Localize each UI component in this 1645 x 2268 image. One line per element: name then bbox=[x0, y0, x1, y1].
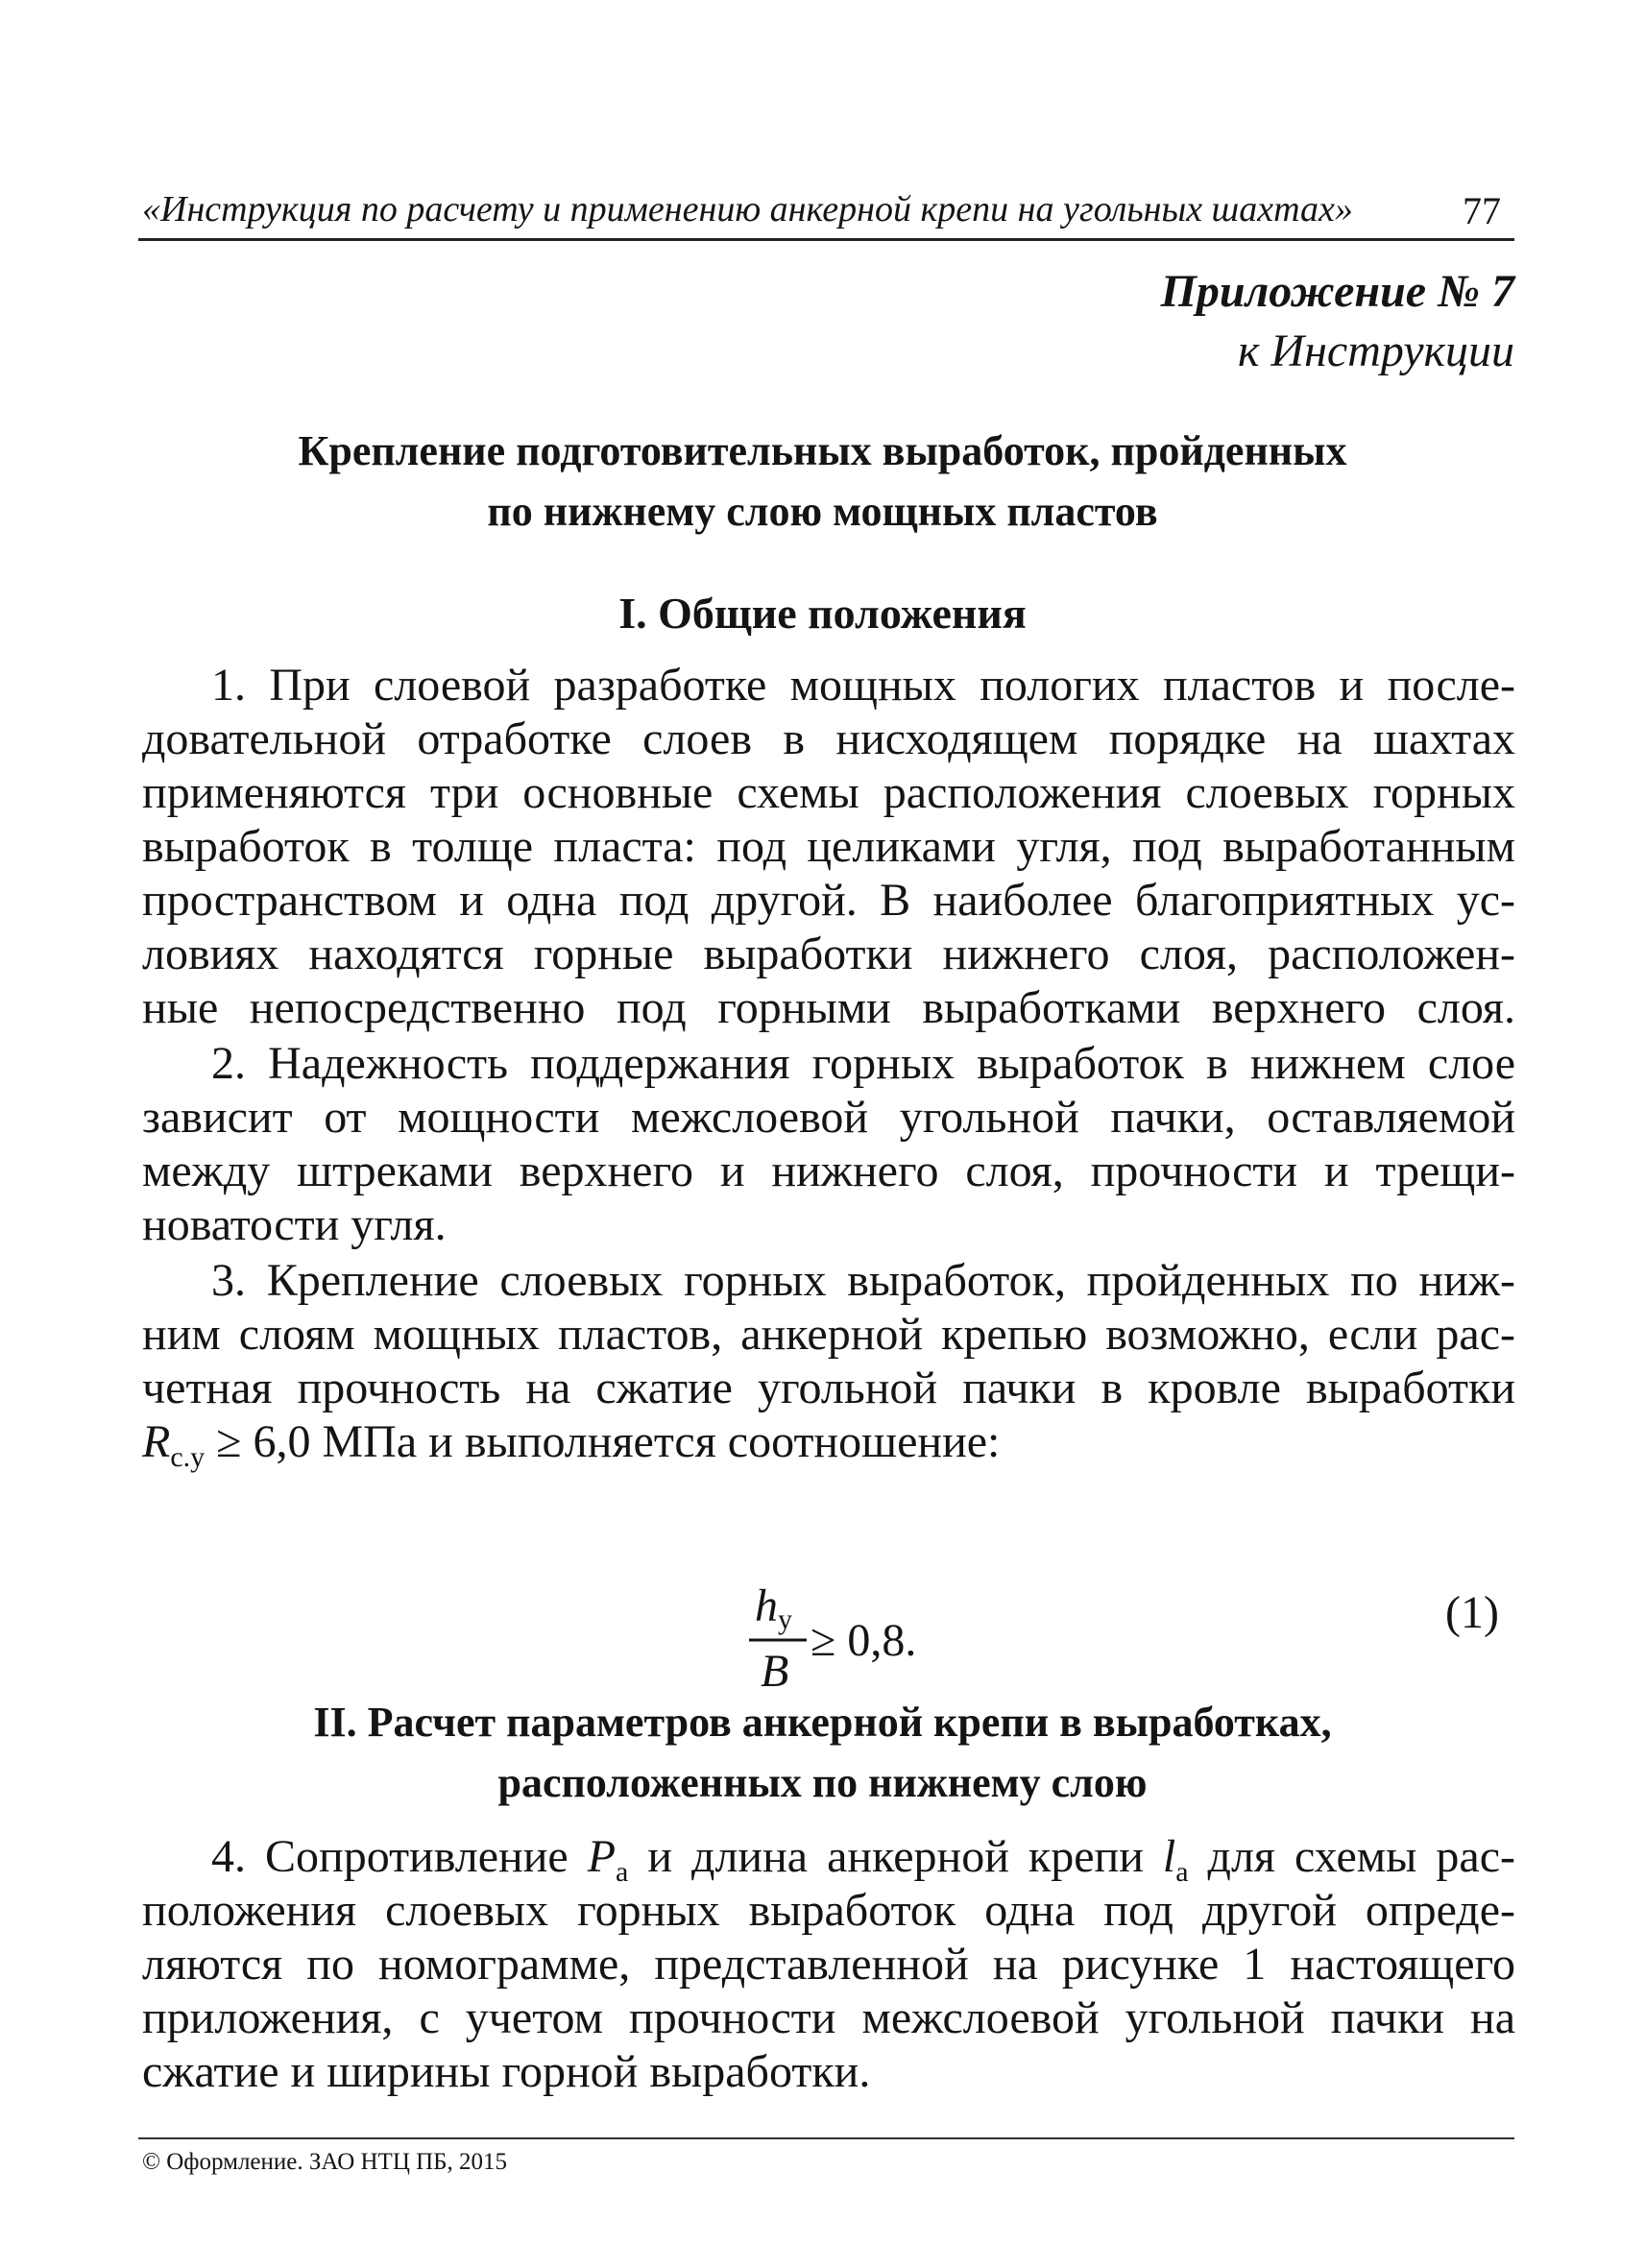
footer-copyright: © Оформление. ЗАО НТЦ ПБ, 2015 bbox=[142, 2149, 508, 2175]
paragraph-1-line: применяются три основные схемы расположения слоевых горных bbox=[142, 767, 1515, 818]
formula-numerator-subscript: у bbox=[778, 1604, 792, 1635]
document-title-line-2: по нижнему слою мощных пластов bbox=[487, 488, 1158, 535]
paragraph-4-text: для схемы рас- bbox=[1188, 1831, 1516, 1882]
paragraph-3-line: четная прочность на сжатие угольной пачки в кровле выработки bbox=[142, 1363, 1515, 1413]
paragraph-4-first-line bbox=[211, 1830, 1516, 1888]
paragraph-2-line: 2. Надежность поддержания горных выработок в нижнем слое bbox=[211, 1038, 1515, 1089]
paragraph-4-text: и длина анкерной крепи bbox=[628, 1831, 1163, 1882]
header-rule bbox=[138, 238, 1514, 241]
strength-subscript: с.у bbox=[170, 1441, 206, 1473]
paragraph-1-line: пространством и одна под другой. В наиболее благоприятных ус- bbox=[142, 875, 1515, 926]
paragraph-2-line: новатости угля. bbox=[142, 1199, 447, 1250]
paragraph-4-text: 4. Сопротивление bbox=[211, 1831, 588, 1882]
formula-1 bbox=[749, 1573, 1037, 1707]
paragraph-1-line: выработок в толще пласта: под целиками угля, под выработанным bbox=[142, 821, 1515, 872]
length-symbol: l bbox=[1162, 1831, 1176, 1882]
appendix-label: Приложение № 7 bbox=[1160, 266, 1514, 317]
running-header-title: «Инструкция по расчету и применению анкерной крепи на угольных шахтах» bbox=[142, 189, 1353, 229]
document-title-line-1: Крепление подготовительных выработок, пройденных bbox=[298, 427, 1347, 474]
paragraph-1-line: 1. При слоевой разработке мощных пологих пластов и после- bbox=[211, 660, 1515, 711]
paragraph-4-line: сжатие и ширины горной выработки. bbox=[142, 2046, 871, 2097]
paragraph-3-line: ним слоям мощных пластов, анкерной крепью возможно, если рас- bbox=[142, 1309, 1515, 1360]
footer-rule bbox=[138, 2137, 1514, 2139]
paragraph-1-line: ловиях находятся горные выработки нижнего слоя, расположен- bbox=[142, 929, 1515, 979]
paragraph-2-line: между штреками верхнего и нижнего слоя, прочности и трещи- bbox=[142, 1146, 1515, 1196]
formula-numerator: h bbox=[755, 1580, 778, 1631]
paragraph-1-line: довательной отработке слоев в нисходящем порядке на шахтах bbox=[142, 713, 1515, 764]
paragraph-3-last-line bbox=[142, 1415, 1515, 1473]
section-1-heading: I. Общие положения bbox=[618, 589, 1027, 638]
paragraph-3-line: 3. Крепление слоевых горных выработок, пройденных по ниж- bbox=[211, 1255, 1515, 1306]
formula-relation: ≥ 0,8. bbox=[810, 1615, 917, 1666]
formula-denominator: B bbox=[761, 1646, 789, 1697]
paragraph-1-line: ные непосредственно под горными выработками верхнего слоя. bbox=[142, 982, 1515, 1033]
strength-symbol: R bbox=[142, 1416, 171, 1467]
paragraph-4-line: положения слоевых горных выработок одна под другой опреде- bbox=[142, 1885, 1515, 1936]
appendix-sublabel: к Инструкции bbox=[1237, 326, 1514, 376]
length-subscript: а bbox=[1175, 1856, 1189, 1888]
resistance-symbol: P bbox=[587, 1831, 617, 1882]
section-2-heading-line-1: II. Расчет параметров анкерной крепи в выработках, bbox=[313, 1699, 1332, 1746]
paragraph-3-line-text: ≥ 6,0 МПа и выполняется соотношение: bbox=[205, 1416, 1001, 1467]
paragraph-4-line: приложения, с учетом прочности межслоевой угольной пачки на bbox=[142, 1992, 1515, 2043]
paragraph-4-line: ляются по номограмме, представленной на рисунке 1 настоящего bbox=[142, 1939, 1515, 1990]
section-2-heading-line-2: расположенных по нижнему слою bbox=[497, 1759, 1148, 1806]
equation-number: (1) bbox=[1445, 1587, 1499, 1638]
paragraph-2-line: зависит от мощности межслоевой угольной пачки, оставляемой bbox=[142, 1092, 1515, 1143]
resistance-subscript: а bbox=[616, 1856, 629, 1888]
page-number: 77 bbox=[1463, 189, 1501, 232]
